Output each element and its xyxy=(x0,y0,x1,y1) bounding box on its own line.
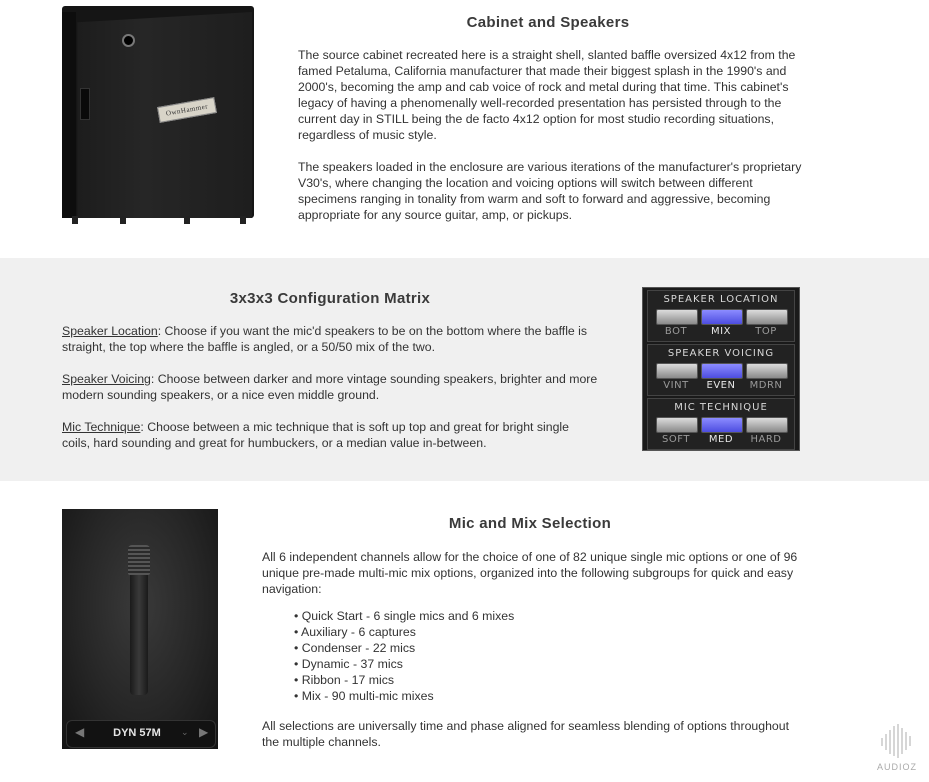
speaker-voicing-title: SPEAKER VOICING xyxy=(667,348,775,359)
watermark-text: AUDIOZ xyxy=(876,762,917,772)
term-speaker-location: Speaker Location xyxy=(62,324,158,338)
mic-subgroup-list xyxy=(294,608,594,704)
speaker-voicing-group xyxy=(647,344,795,396)
speaker-location-title: SPEAKER LOCATION xyxy=(663,294,779,305)
btn-voicing-mdrn[interactable] xyxy=(746,363,788,379)
cabinet-section xyxy=(0,0,929,258)
mic-outro: All selections are universally time and phase aligned for seamless blending of options throughout the multiple channels. xyxy=(262,719,790,749)
handle-icon xyxy=(80,88,90,120)
btn-technique-hard[interactable] xyxy=(746,417,788,433)
desc-mic-technique: : Choose between a mic technique that is soft up top and great for bright single coils, hard sounding and great for humbuckers, or a median value in-between. xyxy=(62,420,569,450)
label-even: EVEN xyxy=(706,380,736,391)
matrix-title: 3x3x3 Configuration Matrix xyxy=(229,290,431,307)
list-item: • Mix - 90 multi-mic mixes xyxy=(294,689,434,703)
mic-intro: All 6 independent channels allow for the choice of one of 82 unique single mic options or one of 96 unique pre-made multi-mic mix options, organized into the following subgroups for quick and easy navigation: xyxy=(262,550,798,596)
btn-technique-med[interactable] xyxy=(701,417,743,433)
speaker-location-group xyxy=(647,290,795,342)
mic-technique-title: MIC TECHNIQUE xyxy=(674,402,768,413)
label-hard: HARD xyxy=(750,434,782,445)
mic-title: Mic and Mix Selection xyxy=(448,515,612,532)
btn-location-top[interactable] xyxy=(746,309,788,325)
label-vint: VINT xyxy=(663,380,689,391)
desc-speaker-location: : Choose if you want the mic'd speakers to be on the bottom where the baffle is straight, the top where the baffle is angled, or a 50/50 mix of the two. xyxy=(62,324,588,354)
label-mix: MIX xyxy=(711,326,731,337)
mic-image xyxy=(62,509,218,749)
btn-voicing-even[interactable] xyxy=(701,363,743,379)
btn-location-bot[interactable] xyxy=(656,309,698,325)
label-med: MED xyxy=(708,434,734,445)
watermark-logo xyxy=(868,718,926,778)
list-item: • Auxiliary - 6 captures xyxy=(294,625,416,639)
prev-arrow-icon[interactable]: ◀ xyxy=(75,725,85,739)
btn-technique-soft[interactable] xyxy=(656,417,698,433)
list-item: • Ribbon - 17 mics xyxy=(294,673,394,687)
waveform-icon xyxy=(878,722,916,758)
chevron-down-icon[interactable]: ⌄ xyxy=(181,727,189,737)
list-item: • Dynamic - 37 mics xyxy=(294,657,403,671)
config-matrix-panel xyxy=(642,287,800,451)
cabinet-paragraph-2: The speakers loaded in the enclosure are various iterations of the manufacturer's proprietary V30's, where changing the location and voicing options will switch between different specimens ranging in tonality from warm and soft to forward and aggressive, becoming appropriate for any source guitar, amp, or pickups. xyxy=(298,160,802,222)
label-mdrn: MDRN xyxy=(749,380,783,391)
matrix-item-speaker-voicing xyxy=(62,371,598,403)
btn-voicing-vint[interactable] xyxy=(656,363,698,379)
mic-technique-group xyxy=(647,398,795,450)
list-item: • Quick Start - 6 single mics and 6 mixes xyxy=(294,609,515,623)
next-arrow-icon[interactable]: ▶ xyxy=(199,725,209,739)
desc-speaker-voicing: : Choose between darker and more vintage sounding speakers, brighter and more modern sounding speakers, or a nice even middle ground. xyxy=(62,372,598,402)
term-mic-technique: Mic Technique xyxy=(62,420,141,434)
list-item: • Condenser - 22 mics xyxy=(294,641,416,655)
btn-location-mix[interactable] xyxy=(701,309,743,325)
microphone-icon xyxy=(128,545,150,575)
cabinet-paragraph-1: The source cabinet recreated here is a straight shell, slanted baffle oversized 4x12 from the famed Petaluma, California manufacturer that made their biggest splash in the 1990's and 2000's, becoming the amp and cab voice of rock and metal during that time. This cabinet's legacy of having a phenomenally well-recorded presentation has persisted through to the current day in STILL being the de facto 4x12 option for most studio recording situations, regardless of music style. xyxy=(298,48,796,142)
matrix-item-speaker-location xyxy=(62,323,598,355)
cabinet-logo: OwnHammer xyxy=(157,97,217,123)
cabinet-image xyxy=(62,6,254,224)
cabinet-title: Cabinet and Speakers xyxy=(466,14,630,31)
term-speaker-voicing: Speaker Voicing xyxy=(62,372,151,386)
label-top: TOP xyxy=(755,326,777,337)
label-soft: SOFT xyxy=(662,434,690,445)
matrix-item-mic-technique xyxy=(62,419,598,451)
mic-selector[interactable] xyxy=(66,720,216,748)
mic-selector-value: DYN 57M xyxy=(113,727,161,739)
label-bot: BOT xyxy=(664,326,688,337)
jack-icon xyxy=(122,34,135,47)
